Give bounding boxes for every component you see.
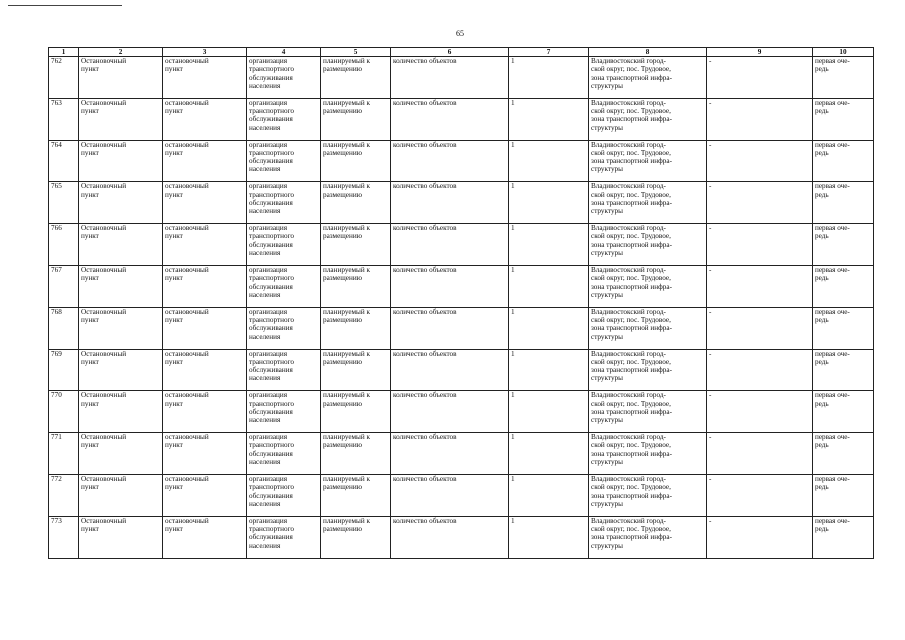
purpose-cell — [247, 516, 321, 558]
location-cell — [589, 391, 707, 433]
object-name-cell — [79, 516, 163, 558]
indicator-cell-text: количество объектов — [393, 516, 457, 525]
zone-cell-text: - — [709, 307, 712, 316]
stage-cell-text: первая оче- редь — [815, 433, 850, 450]
indicator-cell — [391, 391, 509, 433]
stage-cell-text: первая оче- редь — [815, 98, 850, 116]
value-cell-text: 1 — [511, 391, 515, 400]
status-cell — [321, 57, 391, 99]
table-row — [49, 474, 874, 516]
object-name-cell-text: Остановочный пункт — [81, 140, 127, 157]
status-cell-text: планируемый к размещению — [323, 307, 371, 325]
purpose-cell-text: организация транспортного обслуживания населения — [249, 516, 294, 550]
stage-cell — [813, 98, 874, 140]
status-cell-text: планируемый к размещению — [323, 224, 371, 241]
table-row — [49, 140, 874, 182]
row-number-cell — [49, 474, 79, 516]
object-name-cell — [79, 391, 163, 433]
purpose-cell-text: организация транспортного обслуживания населения — [249, 391, 294, 425]
location-cell-text: Владивостокский город- ской округ, пос. Трудовое, зона транспортной инфра- структуры — [591, 433, 672, 467]
purpose-cell-text: организация транспортного обслуживания населения — [249, 57, 294, 90]
status-cell — [321, 265, 391, 307]
status-cell-text: планируемый к размещению — [323, 265, 371, 283]
purpose-cell — [247, 349, 321, 391]
column-header: 7 — [509, 48, 589, 57]
row-number-cell — [49, 433, 79, 475]
location-cell-text: Владивостокский город- ской округ, пос. Трудовое, зона транспортной инфра- структуры — [591, 265, 672, 299]
status-cell-text: планируемый к размещению — [323, 182, 371, 199]
row-number-cell-text: 768 — [51, 307, 62, 316]
object-name-cell-text: Остановочный пункт — [81, 307, 127, 325]
purpose-cell — [247, 391, 321, 433]
stage-cell-text: первая оче- редь — [815, 474, 850, 492]
object-type-cell — [163, 224, 247, 266]
object-type-cell-text: остановочный пункт — [165, 57, 209, 74]
object-name-cell-text: Остановочный пункт — [81, 474, 127, 492]
status-cell — [321, 433, 391, 475]
row-number-cell — [49, 307, 79, 349]
zone-cell — [707, 265, 813, 307]
indicator-cell-text: количество объектов — [393, 307, 457, 316]
row-number-cell-text: 763 — [51, 98, 62, 107]
purpose-cell — [247, 140, 321, 182]
zone-cell-text: - — [709, 98, 712, 107]
indicator-cell-text: количество объектов — [393, 349, 457, 358]
object-type-cell — [163, 349, 247, 391]
stage-cell — [813, 516, 874, 558]
zone-cell — [707, 307, 813, 349]
status-cell-text: планируемый к размещению — [323, 98, 371, 116]
purpose-cell-text: организация транспортного обслуживания населения — [249, 265, 294, 299]
zone-cell-text: - — [709, 140, 712, 149]
registry-table — [48, 47, 874, 559]
stage-cell-text: первая оче- редь — [815, 224, 850, 241]
indicator-cell-text: количество объектов — [393, 265, 457, 274]
zone-cell — [707, 433, 813, 475]
status-cell-text: планируемый к размещению — [323, 349, 371, 366]
row-number-cell-text: 772 — [51, 474, 62, 483]
value-cell-text: 1 — [511, 307, 515, 316]
value-cell-text: 1 — [511, 349, 515, 358]
table-row — [49, 433, 874, 475]
indicator-cell — [391, 57, 509, 99]
purpose-cell-text: организация транспортного обслуживания населения — [249, 98, 294, 132]
object-type-cell-text: остановочный пункт — [165, 516, 209, 534]
page-number: 65 — [456, 29, 464, 38]
stage-cell-text: первая оче- редь — [815, 57, 850, 74]
location-cell-text: Владивостокский город- ской округ, пос. Трудовое, зона транспортной инфра- структуры — [591, 140, 672, 174]
indicator-cell — [391, 349, 509, 391]
status-cell — [321, 391, 391, 433]
object-type-cell-text: остановочный пункт — [165, 265, 209, 283]
zone-cell — [707, 391, 813, 433]
zone-cell — [707, 516, 813, 558]
zone-cell-text: - — [709, 182, 712, 191]
value-cell — [509, 57, 589, 99]
zone-cell-text: - — [709, 391, 712, 400]
value-cell — [509, 140, 589, 182]
object-name-cell — [79, 474, 163, 516]
zone-cell — [707, 182, 813, 224]
location-cell-text: Владивостокский город- ской округ, пос. Трудовое, зона транспортной инфра- структуры — [591, 182, 672, 216]
status-cell — [321, 307, 391, 349]
purpose-cell — [247, 57, 321, 99]
status-cell — [321, 224, 391, 266]
value-cell — [509, 391, 589, 433]
table-body — [49, 57, 874, 559]
column-header: 10 — [813, 48, 874, 57]
object-name-cell-text: Остановочный пункт — [81, 98, 127, 116]
stage-cell — [813, 265, 874, 307]
indicator-cell-text: количество объектов — [393, 391, 457, 400]
object-type-cell — [163, 391, 247, 433]
object-type-cell-text: остановочный пункт — [165, 349, 209, 366]
object-type-cell-text: остановочный пункт — [165, 140, 209, 157]
purpose-cell — [247, 474, 321, 516]
value-cell-text: 1 — [511, 516, 515, 525]
stage-cell-text: первая оче- редь — [815, 182, 850, 199]
object-name-cell — [79, 140, 163, 182]
stage-cell — [813, 140, 874, 182]
value-cell — [509, 224, 589, 266]
column-header: 4 — [247, 48, 321, 57]
location-cell-text: Владивостокский город- ской округ, пос. Трудовое, зона транспортной инфра- структуры — [591, 349, 672, 383]
object-type-cell-text: остановочный пункт — [165, 391, 209, 408]
row-number-cell — [49, 98, 79, 140]
stage-cell-text: первая оче- редь — [815, 349, 850, 366]
purpose-cell-text: организация транспортного обслуживания населения — [249, 140, 294, 174]
table-row — [49, 307, 874, 349]
value-cell-text: 1 — [511, 433, 515, 442]
stage-cell — [813, 57, 874, 99]
status-cell-text: планируемый к размещению — [323, 140, 371, 157]
row-number-cell — [49, 140, 79, 182]
object-type-cell — [163, 474, 247, 516]
indicator-cell-text: количество объектов — [393, 98, 457, 107]
object-name-cell-text: Остановочный пункт — [81, 182, 127, 199]
object-name-cell-text: Остановочный пункт — [81, 433, 127, 450]
stage-cell — [813, 349, 874, 391]
stage-cell — [813, 224, 874, 266]
stage-cell-text: первая оче- редь — [815, 391, 850, 408]
object-type-cell — [163, 57, 247, 99]
stage-cell-text: первая оче- редь — [815, 140, 850, 157]
value-cell — [509, 474, 589, 516]
row-number-cell-text: 770 — [51, 391, 62, 400]
table-row — [49, 265, 874, 307]
object-type-cell-text: остановочный пункт — [165, 474, 209, 492]
object-type-cell — [163, 516, 247, 558]
column-header: 3 — [163, 48, 247, 57]
value-cell-text: 1 — [511, 474, 515, 483]
value-cell-text: 1 — [511, 224, 515, 233]
purpose-cell-text: организация транспортного обслуживания населения — [249, 433, 294, 467]
status-cell — [321, 516, 391, 558]
column-header: 2 — [79, 48, 163, 57]
location-cell — [589, 57, 707, 99]
object-type-cell — [163, 140, 247, 182]
location-cell — [589, 349, 707, 391]
value-cell — [509, 182, 589, 224]
table-row — [49, 98, 874, 140]
table-row — [49, 224, 874, 266]
purpose-cell-text: организация транспортного обслуживания населения — [249, 307, 294, 341]
location-cell — [589, 516, 707, 558]
object-type-cell-text: остановочный пункт — [165, 433, 209, 450]
stage-cell — [813, 307, 874, 349]
row-number-cell — [49, 182, 79, 224]
value-cell-text: 1 — [511, 57, 515, 65]
table-row — [49, 391, 874, 433]
value-cell-text: 1 — [511, 140, 515, 149]
value-cell — [509, 349, 589, 391]
object-name-cell — [79, 265, 163, 307]
stage-cell — [813, 433, 874, 475]
value-cell — [509, 98, 589, 140]
indicator-cell — [391, 307, 509, 349]
stage-cell — [813, 391, 874, 433]
status-cell — [321, 474, 391, 516]
row-number-cell-text: 769 — [51, 349, 62, 358]
row-number-cell — [49, 265, 79, 307]
object-name-cell — [79, 307, 163, 349]
value-cell — [509, 433, 589, 475]
status-cell-text: планируемый к размещению — [323, 391, 371, 408]
indicator-cell — [391, 182, 509, 224]
stage-cell-text: первая оче- редь — [815, 307, 850, 325]
table-row — [49, 349, 874, 391]
purpose-cell — [247, 265, 321, 307]
column-header: 9 — [707, 48, 813, 57]
column-header: 5 — [321, 48, 391, 57]
object-name-cell-text: Остановочный пункт — [81, 265, 127, 283]
location-cell — [589, 433, 707, 475]
location-cell — [589, 140, 707, 182]
value-cell-text: 1 — [511, 182, 515, 191]
status-cell — [321, 182, 391, 224]
indicator-cell — [391, 265, 509, 307]
purpose-cell-text: организация транспортного обслуживания населения — [249, 224, 294, 258]
value-cell — [509, 265, 589, 307]
row-number-cell-text: 766 — [51, 224, 62, 233]
zone-cell-text: - — [709, 224, 712, 233]
stage-cell — [813, 474, 874, 516]
row-number-cell — [49, 349, 79, 391]
location-cell-text: Владивостокский город- ской округ, пос. Трудовое, зона транспортной инфра- структуры — [591, 224, 672, 258]
location-cell — [589, 307, 707, 349]
row-number-cell-text: 764 — [51, 140, 62, 149]
table-row — [49, 182, 874, 224]
indicator-cell — [391, 224, 509, 266]
column-header: 6 — [391, 48, 509, 57]
object-type-cell-text: остановочный пункт — [165, 224, 209, 241]
purpose-cell-text: организация транспортного обслуживания населения — [249, 474, 294, 508]
row-number-cell — [49, 516, 79, 558]
column-header: 8 — [589, 48, 707, 57]
indicator-cell — [391, 516, 509, 558]
status-cell-text: планируемый к размещению — [323, 474, 371, 492]
indicator-cell-text: количество объектов — [393, 433, 457, 442]
indicator-cell-text: количество объектов — [393, 182, 457, 191]
purpose-cell-text: организация транспортного обслуживания населения — [249, 182, 294, 216]
location-cell-text: Владивостокский город- ской округ, пос. Трудовое, зона транспортной инфра- структуры — [591, 307, 672, 341]
location-cell — [589, 98, 707, 140]
purpose-cell — [247, 224, 321, 266]
location-cell — [589, 224, 707, 266]
indicator-cell-text: количество объектов — [393, 224, 457, 233]
status-cell-text: планируемый к размещению — [323, 57, 371, 74]
row-number-cell-text: 767 — [51, 265, 62, 274]
row-number-cell — [49, 391, 79, 433]
status-cell — [321, 349, 391, 391]
zone-cell — [707, 140, 813, 182]
zone-cell — [707, 224, 813, 266]
indicator-cell — [391, 98, 509, 140]
row-number-cell — [49, 57, 79, 99]
zone-cell-text: - — [709, 474, 712, 483]
location-cell-text: Владивостокский город- ской округ, пос. Трудовое, зона транспортной инфра- структуры — [591, 57, 672, 90]
location-cell-text: Владивостокский город- ской округ, пос. Трудовое, зона транспортной инфра- структуры — [591, 98, 672, 132]
location-cell-text: Владивостокский город- ской округ, пос. Трудовое, зона транспортной инфра- структуры — [591, 516, 672, 550]
object-name-cell — [79, 349, 163, 391]
value-cell — [509, 307, 589, 349]
table-row — [49, 57, 874, 99]
object-name-cell — [79, 57, 163, 99]
object-type-cell — [163, 433, 247, 475]
zone-cell-text: - — [709, 265, 712, 274]
object-name-cell-text: Остановочный пункт — [81, 391, 127, 408]
value-cell — [509, 516, 589, 558]
object-type-cell-text: остановочный пункт — [165, 307, 209, 325]
purpose-cell-text: организация транспортного обслуживания населения — [249, 349, 294, 383]
status-cell — [321, 140, 391, 182]
indicator-cell — [391, 433, 509, 475]
location-cell — [589, 474, 707, 516]
object-type-cell — [163, 307, 247, 349]
top-rule — [8, 5, 122, 6]
column-header: 1 — [49, 48, 79, 57]
object-type-cell — [163, 265, 247, 307]
zone-cell-text: - — [709, 349, 712, 358]
object-name-cell-text: Остановочный пункт — [81, 57, 127, 74]
zone-cell — [707, 474, 813, 516]
indicator-cell-text: количество объектов — [393, 57, 457, 65]
purpose-cell — [247, 98, 321, 140]
row-number-cell-text: 762 — [51, 57, 62, 65]
zone-cell-text: - — [709, 433, 712, 442]
zone-cell-text: - — [709, 57, 712, 65]
location-cell — [589, 182, 707, 224]
purpose-cell — [247, 182, 321, 224]
stage-cell-text: первая оче- редь — [815, 516, 850, 534]
zone-cell-text: - — [709, 516, 712, 525]
value-cell-text: 1 — [511, 98, 515, 107]
zone-cell — [707, 57, 813, 99]
row-number-cell — [49, 224, 79, 266]
object-name-cell-text: Остановочный пункт — [81, 516, 127, 534]
object-type-cell — [163, 182, 247, 224]
indicator-cell-text: количество объектов — [393, 140, 457, 149]
zone-cell — [707, 349, 813, 391]
object-type-cell — [163, 98, 247, 140]
object-type-cell-text: остановочный пункт — [165, 98, 209, 116]
object-name-cell — [79, 182, 163, 224]
table-row — [49, 516, 874, 558]
object-name-cell — [79, 224, 163, 266]
indicator-cell-text: количество объектов — [393, 474, 457, 483]
row-number-cell-text: 773 — [51, 516, 62, 525]
value-cell-text: 1 — [511, 265, 515, 274]
row-number-cell-text: 771 — [51, 433, 62, 442]
stage-cell — [813, 182, 874, 224]
indicator-cell — [391, 474, 509, 516]
object-name-cell — [79, 433, 163, 475]
object-name-cell-text: Остановочный пункт — [81, 349, 127, 366]
location-cell-text: Владивостокский город- ской округ, пос. Трудовое, зона транспортной инфра- структуры — [591, 474, 672, 508]
stage-cell-text: первая оче- редь — [815, 265, 850, 283]
header-row — [49, 48, 874, 57]
status-cell-text: планируемый к размещению — [323, 433, 371, 450]
zone-cell — [707, 98, 813, 140]
object-type-cell-text: остановочный пункт — [165, 182, 209, 199]
indicator-cell — [391, 140, 509, 182]
location-cell-text: Владивостокский город- ской округ, пос. Трудовое, зона транспортной инфра- структуры — [591, 391, 672, 425]
object-name-cell-text: Остановочный пункт — [81, 224, 127, 241]
purpose-cell — [247, 433, 321, 475]
purpose-cell — [247, 307, 321, 349]
row-number-cell-text: 765 — [51, 182, 62, 191]
object-name-cell — [79, 98, 163, 140]
location-cell — [589, 265, 707, 307]
status-cell-text: планируемый к размещению — [323, 516, 371, 534]
status-cell — [321, 98, 391, 140]
